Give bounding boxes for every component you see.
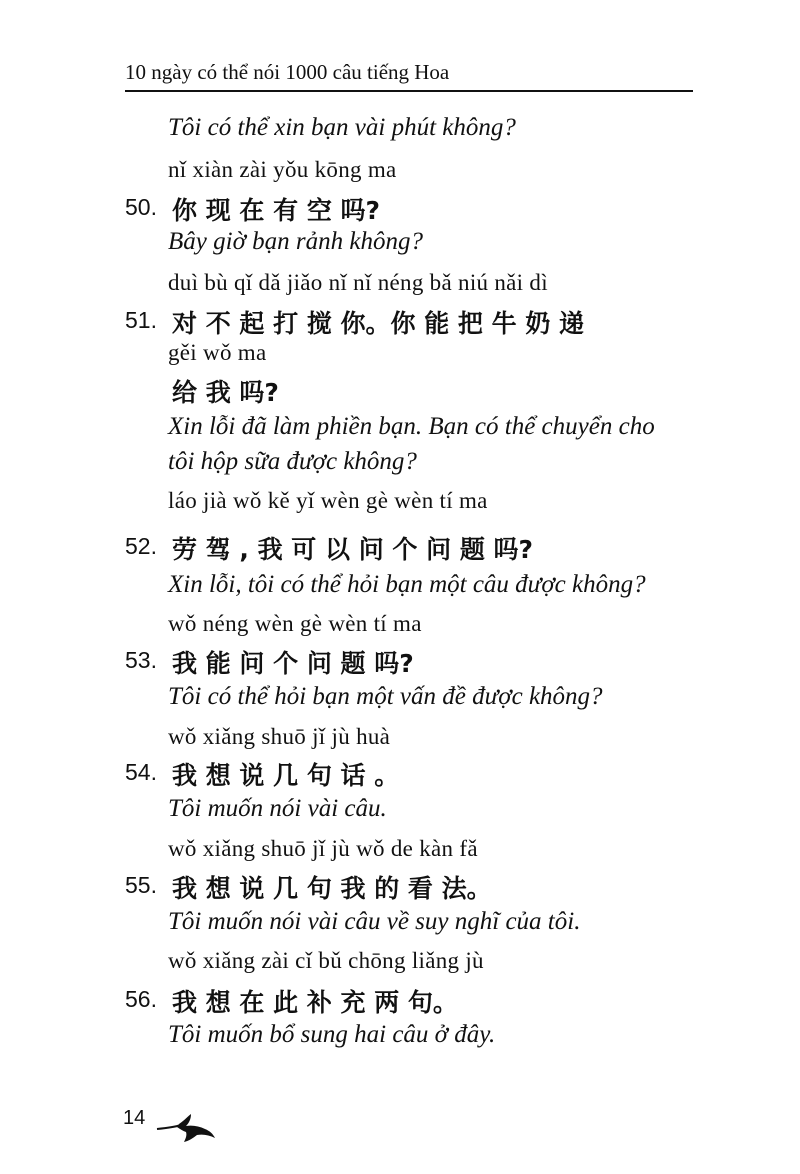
chinese-sentence: 我 想 在 此 补 充 两 句。 <box>172 988 458 1017</box>
pinyin-line: wǒ xiǎng shuō jǐ jù wǒ de kàn fǎ <box>168 836 478 861</box>
vietnamese-translation: Xin lỗi, tôi có thể hỏi bạn một câu được không? <box>168 571 646 598</box>
chinese-sentence: 劳 驾 , 我 可 以 问 个 问 题 吗? <box>172 535 534 564</box>
vietnamese-translation: Tôi có thể xin bạn vài phút không? <box>168 114 516 141</box>
vietnamese-translation: Tôi có thể hỏi bạn một vấn đề được không? <box>168 683 603 710</box>
chinese-sentence: 我 想 说 几 句 我 的 看 法。 <box>172 874 492 903</box>
vietnamese-translation: Xin lỗi đã làm phiền bạn. Bạn có thể chuyển cho <box>168 413 655 440</box>
chinese-sentence: 你 现 在 有 空 吗? <box>172 196 381 225</box>
page-number: 14 <box>123 1107 146 1129</box>
pinyin-line: láo jià wǒ kě yǐ wèn gè wèn tí ma <box>168 488 488 513</box>
entry-number: 53. <box>125 647 157 673</box>
pinyin-line: nǐ xiàn zài yǒu kōng ma <box>168 157 397 182</box>
pinyin-line: wǒ néng wèn gè wèn tí ma <box>168 611 422 636</box>
pinyin-line: duì bù qǐ dǎ jiǎo nǐ nǐ néng bǎ niú nǎi dì <box>168 270 548 295</box>
chinese-sentence: 我 能 问 个 问 题 吗? <box>172 649 414 678</box>
entry-number: 52. <box>125 533 157 559</box>
entry-number: 51. <box>125 307 157 333</box>
running-title: 10 ngày có thể nói 1000 câu tiếng Hoa <box>125 60 450 84</box>
vietnamese-translation: Tôi muốn nói vài câu về suy nghĩ của tôi. <box>168 908 581 935</box>
pinyin-line: gěi wǒ ma <box>168 340 267 365</box>
vietnamese-translation: Tôi muốn bổ sung hai câu ở đây. <box>168 1021 496 1048</box>
chinese-sentence: 给 我 吗? <box>172 378 279 407</box>
header-rule <box>125 90 693 92</box>
vietnamese-translation: tôi hộp sữa được không? <box>168 448 417 475</box>
pinyin-line: wǒ xiǎng shuō jǐ jù huà <box>168 724 391 749</box>
swallow-ornament-icon <box>155 1110 217 1144</box>
entry-number: 50. <box>125 194 157 220</box>
chinese-sentence: 对 不 起 打 搅 你。你 能 把 牛 奶 递 <box>172 309 585 338</box>
pinyin-line: wǒ xiǎng zài cǐ bǔ chōng liǎng jù <box>168 948 484 973</box>
vietnamese-translation: Tôi muốn nói vài câu. <box>168 795 387 822</box>
vietnamese-translation: Bây giờ bạn rảnh không? <box>168 228 423 255</box>
entry-number: 56. <box>125 986 157 1012</box>
chinese-sentence: 我 想 说 几 句 话 。 <box>172 761 400 790</box>
entry-number: 54. <box>125 759 157 785</box>
entry-number: 55. <box>125 872 157 898</box>
